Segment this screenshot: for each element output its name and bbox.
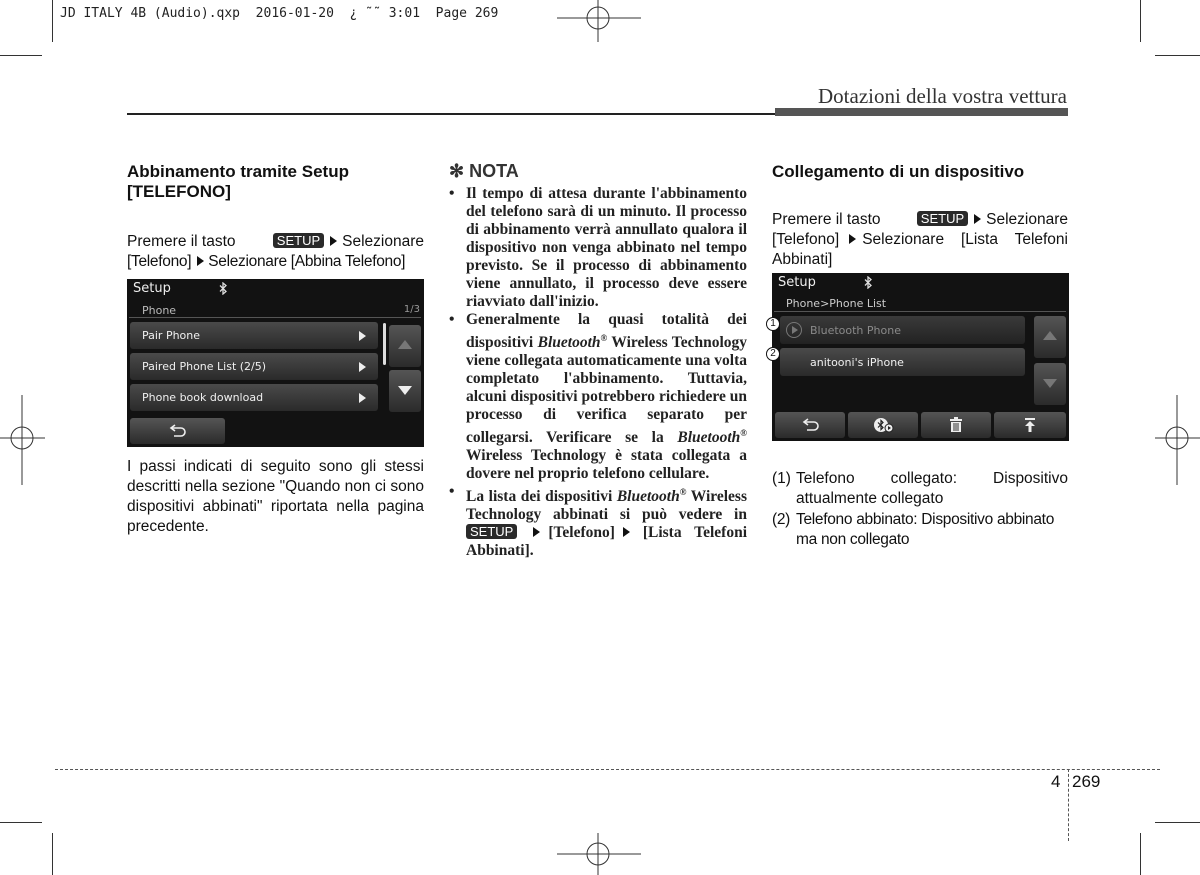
left-instruction [127, 232, 424, 272]
registration-mark-left [0, 395, 45, 485]
setup-key-badge: SETUP [917, 211, 968, 226]
instr-phone: [Telefono] [772, 231, 840, 248]
note-bullet-2: • Generalmente la quasi totalità dei dispositivi Bluetooth® Wireless Technology viene collegata automaticamente una volta completato l'abbinamento. Tuttavia, alcuni dispositivi potrebbero richiedere un processo di verifica separato per collegarsi. Verificare se la Bluetooth® Wireless Technology è stata collegata a dovere nel proprio telefono cellulare. [449, 311, 747, 483]
left-section-title: Abbinamento tramite Setup [TELEFONO] [127, 162, 349, 201]
breadcrumb: Phone>Phone List [786, 297, 887, 310]
menu-item-label: Pair Phone [142, 329, 201, 342]
arrow-right-icon [330, 236, 337, 246]
scroll-down-button[interactable] [389, 370, 421, 412]
menu-item-paired-phone-list[interactable] [130, 353, 378, 380]
screen-title: Setup [133, 281, 171, 296]
header-rule [127, 113, 775, 115]
back-icon [801, 418, 821, 432]
list-item-iphone[interactable] [780, 348, 1025, 376]
instr-prefix: Premere il tasto [772, 211, 881, 228]
bluetooth-icon [219, 282, 228, 295]
note-bullet-3: • La lista dei dispositivi Bluetooth® Wireless Technology abbinati si può vedere in SETUP [Telefono] [Lista Telefoni Abbinati]. [449, 483, 748, 560]
registration-mark-top [555, 0, 645, 42]
instr-select: Selezionare [986, 211, 1068, 228]
arrow-right-icon [849, 234, 856, 244]
back-icon [168, 424, 188, 438]
menu-item-pair-phone[interactable] [130, 322, 378, 349]
footer-chapter-number: 4 [1051, 772, 1061, 791]
delete-button[interactable] [921, 412, 991, 438]
list-item-label: Bluetooth Phone [810, 324, 901, 337]
menu-item-phone-book-download[interactable] [130, 384, 378, 411]
trash-icon [949, 417, 963, 433]
setup-key-badge: SETUP [273, 233, 324, 248]
instr-paired-list: Selezionare [Lista Telefoni Abbinati] [772, 231, 1068, 268]
legend-item-2: (2) Telefono abbinato: Dispositivo abbinato ma non collegato [772, 511, 1055, 548]
list-item-label: anitooni's iPhone [810, 356, 904, 369]
arrow-up-icon [1043, 331, 1057, 340]
callout-1: 1 [766, 317, 780, 331]
menu-item-label: Phone book download [142, 391, 264, 404]
phone-list-screen [772, 273, 1069, 441]
back-button[interactable] [130, 418, 225, 444]
play-circle-icon [786, 322, 802, 338]
note-bullet-1: • Il tempo di attesa durante l'abbinamento del telefono sarà di un minuto. Il processo di abbinamento verrà annullato qualora il dispositivo non venga abbinato nel tempo previsto. Se il processo di abbinamento viene annullato, il processo deve essere riavviato dall'inizio. [449, 185, 747, 310]
instr-select: Selezionare [342, 233, 424, 250]
screen-subtitle: Phone [142, 304, 177, 317]
footer-dashed-rule [55, 769, 1160, 770]
scroll-up-button[interactable] [1034, 316, 1066, 358]
arrow-down-icon [1043, 379, 1057, 388]
callout-2: 2 [766, 347, 780, 361]
scrollbar-thumb[interactable] [383, 323, 386, 365]
list-item-bluetooth-phone[interactable] [780, 316, 1025, 344]
setup-phone-screen [127, 279, 424, 447]
legend [772, 469, 1068, 550]
note-heading: ✻ NOTA [449, 161, 519, 181]
arrow-right-icon [974, 214, 981, 224]
back-button[interactable] [775, 412, 845, 438]
left-paragraph: I passi indicati di seguito sono gli stessi descritti nella sezione "Quando non ci sono dispositivi abbinati" riportata nella pagina precedente. [127, 458, 424, 535]
bluetooth-connect-button[interactable] [848, 412, 918, 438]
right-section-title: Collegamento di un dispositivo [772, 162, 1025, 181]
screen-divider [129, 317, 421, 318]
move-top-icon [1023, 417, 1037, 433]
scroll-down-button[interactable] [1034, 363, 1066, 405]
instr-phone: [Telefono] [127, 253, 192, 270]
footer-page-number: 269 [1072, 772, 1101, 791]
instr-prefix: Premere il tasto [127, 233, 236, 250]
scroll-up-button[interactable] [389, 325, 421, 367]
arrow-up-icon [398, 340, 412, 349]
bluetooth-connect-icon [874, 417, 894, 433]
screen-title: Setup [778, 275, 816, 290]
note-box [449, 160, 747, 560]
legend-item-1: (1) Telefono collegato: Dispositivo attualmente collegato [772, 470, 1068, 507]
chevron-right-icon [359, 362, 366, 372]
chevron-right-icon [359, 393, 366, 403]
registration-mark-bottom [555, 833, 645, 875]
registration-mark-right [1155, 395, 1200, 485]
print-header: JD ITALY 4B (Audio).qxp 2016-01-20 ¿ ˜˜ 3:01 Page 269 [60, 6, 499, 21]
chapter-title: Dotazioni della vostra vettura [818, 84, 1067, 108]
bluetooth-icon [864, 276, 873, 289]
arrow-right-icon [623, 527, 630, 537]
chevron-right-icon [359, 331, 366, 341]
instr-pair-phone: Selezionare [Abbina Telefono] [208, 253, 406, 270]
right-instruction [772, 210, 1068, 270]
setup-key-badge: SETUP [466, 524, 517, 539]
arrow-right-icon [197, 256, 204, 266]
move-to-top-button[interactable] [994, 412, 1066, 438]
arrow-down-icon [398, 386, 412, 395]
footer-dashed-divider [1068, 769, 1069, 841]
menu-item-label: Paired Phone List (2/5) [142, 360, 267, 373]
screen-page-indicator: 1/3 [403, 304, 420, 315]
screen-divider [774, 311, 1066, 312]
arrow-right-icon [533, 527, 540, 537]
header-bar [775, 108, 1068, 116]
